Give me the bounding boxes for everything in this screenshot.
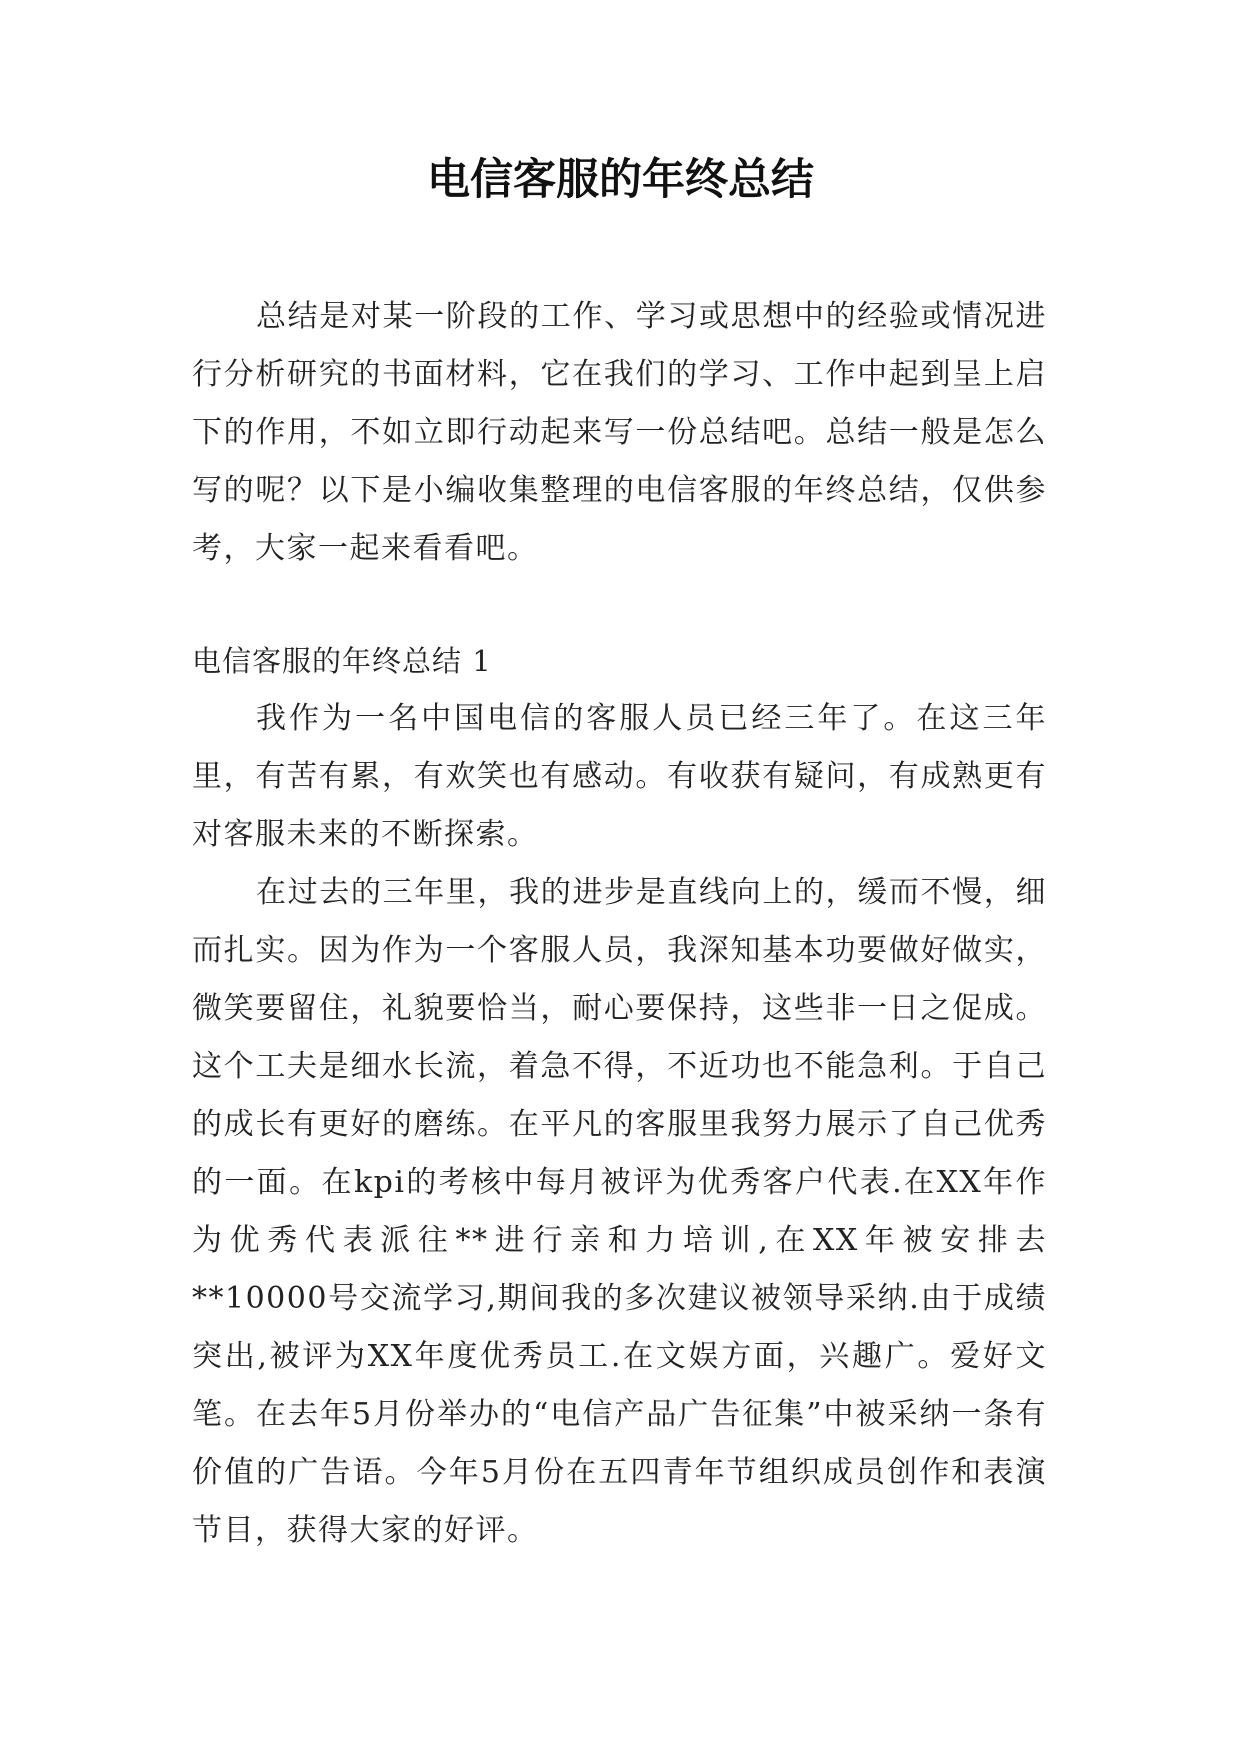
body-paragraph: 在过去的三年里，我的进步是直线向上的，缓而不慢，细而扎实。因为作为一个客服人员，我深知基本功要做好做实，微笑要留住，礼貌要恰当，耐心要保持，这些非一日之促成。这个工夫是细水长流，着急不得，不近功也不能急利。于自己的成长有更好的磨练。在平凡的客服里我努力展示了自己优秀的一面。在kpi的考核中每月被评为优秀客户代表.在XX年作为优秀代表派往**进行亲和力培训,在XX年被安排去**10000号交流学习,期间我的多次建议被领导采纳.由于成绩突出,被评为XX年度优秀员工.在文娱方面，兴趣广。爱好文笔。在去年5月份举办的“电信产品广告征集”中被采纳一条有价值的广告语。今年5月份在五四青年节组织成员创作和表演节目，获得大家的好评。: [192, 875, 1047, 1548]
document-title: 电信客服的年终总结: [427, 155, 814, 205]
section-heading: 电信客服的年终总结 1: [192, 644, 492, 678]
body-paragraph: 我作为一名中国电信的客服人员已经三年了。在这三年里，有苦有累，有欢笑也有感动。有收获有疑问，有成熟更有对客服未来的不断探索。: [192, 701, 1047, 852]
intro-paragraph: 总结是对某一阶段的工作、学习或思想中的经验或情况进行分析研究的书面材料，它在我们的学习、工作中起到呈上启下的作用，不如立即行动起来写一份总结吧。总结一般是怎么写的呢？以下是小编收集整理的电信客服的年终总结，仅供参考，大家一起来看看吧。: [192, 299, 1047, 566]
document-body: [192, 288, 1047, 1560]
